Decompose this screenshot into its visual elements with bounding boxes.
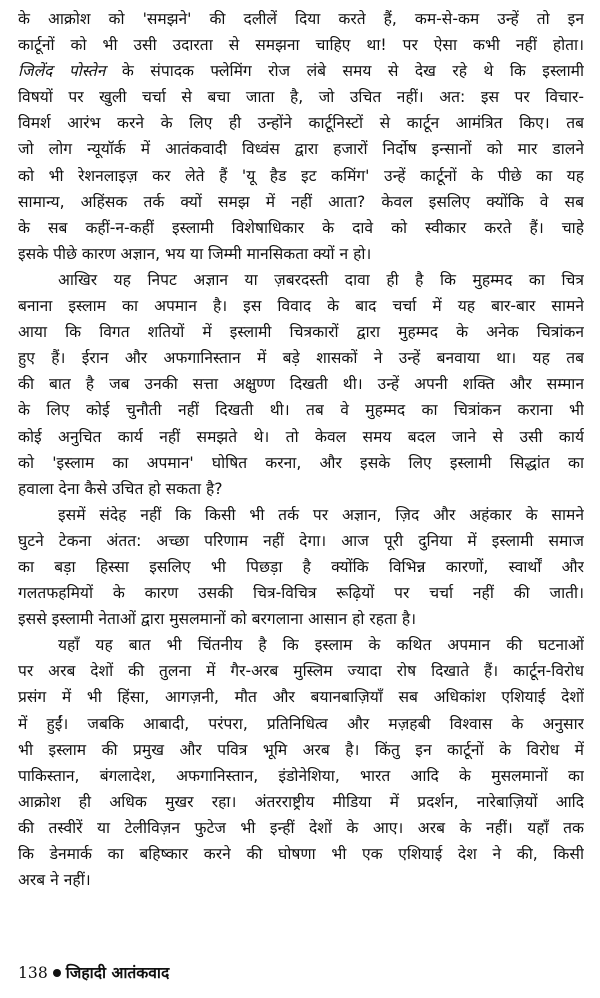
- newspaper-name: जिलेंद पोस्तेन: [18, 62, 106, 81]
- text-line: विमर्श आरंभ करने के लिए ही उन्होंने कार्टूनिस्टों से कार्टून आमंत्रित किए। तब: [18, 114, 584, 133]
- page-footer: [18, 962, 169, 984]
- text-line: हुए हैं। ईरान और अफगानिस्तान में बड़े शासकों ने उन्हें बनवाया था। यह तब: [18, 349, 584, 368]
- text-line: सामान्य, अहिंसक तर्क क्यों समझ में नहीं आता? केवल इसलिए क्योंकि वे सब: [18, 192, 584, 211]
- text-line: घुटने टेकना अंतत: अच्छा परिणाम नहीं देगा। आज पूरी दुनिया में इस्लामी समाज: [18, 531, 584, 550]
- text-line: आक्रोश ही अधिक मुखर रहा। अंतरराष्ट्रीय मीडिया में प्रदर्शन, नारेबाज़ियों आदि: [18, 792, 584, 811]
- text-line-with-italic-title: [18, 58, 584, 84]
- text-line: में हुईं। जबकि आबादी, परंपरा, प्रतिनिधित्व और मज़हबी विश्वास के अनुसार: [18, 714, 584, 733]
- text-line: पर अरब देशों की तुलना में गैर-अरब मुस्लिम ज्यादा रोष दिखाते हैं। कार्टून-विरोध: [18, 662, 584, 681]
- paragraph-4: [18, 632, 584, 893]
- text-line: कार्टूनों को भी उसी उदारता से समझना चाहिए था! पर ऐसा कभी नहीं होता।: [18, 36, 584, 55]
- text-line: की तस्वीरें या टेलीविज़न फुटेज भी इन्हीं देशों के आए। अरब के नहीं। यहाँ तक: [18, 818, 584, 837]
- text-line: विषयों पर खुली चर्चा से बचा जाता है, जो उचित नहीं। अत: इस पर विचार-: [18, 88, 584, 107]
- text-line: जो लोग न्यूयॉर्क में आतंकवादी विध्वंस द्वारा हजारों निर्दोष इन्सानों को मार डालने: [18, 140, 584, 159]
- paragraph-3: [18, 502, 584, 632]
- text-line: अरब ने नहीं।: [18, 871, 91, 890]
- text-line: की बात है जब उनकी सत्ता अक्षुण्ण दिखती थी। उन्हें अपनी शक्ति और सम्मान: [18, 375, 584, 394]
- text-line: इसके पीछे कारण अज्ञान, भय या जिम्मी मानसिकता क्यों न हो।: [18, 244, 372, 263]
- text-line: बनाना इस्लाम का अपमान है। इस विवाद के बाद चर्चा में यह बार-बार सामने: [18, 297, 584, 316]
- bullet-dot-icon: [53, 969, 61, 977]
- book-title: जिहादी आतंकवाद: [65, 964, 170, 982]
- text-line-remainder: के संपादक फ्लेमिंग रोज लंबे समय से देख रहे थे कि इस्लामी: [105, 62, 584, 81]
- text-line: के लिए कोई चुनौती नहीं दिखती थी। तब वे मुहम्मद का चित्रांकन कराना भी: [18, 401, 584, 420]
- text-line: के आक्रोश को 'समझने' की दलीलें दिया करते हैं, कम-से-कम उन्हें तो इन: [18, 10, 584, 28]
- text-line: प्रसंग में भी हिंसा, आगज़नी, मौत और बयानबाज़ियाँ सब अधिकांश एशियाई देशों: [18, 688, 584, 707]
- text-line: कोई अनुचित कार्य नहीं समझते थे। तो केवल समय बदल जाने से उसी कार्य: [18, 427, 584, 446]
- page-body: [18, 6, 584, 893]
- text-line: कि डेनमार्क का बहिष्कार करने की घोषणा भी एक एशियाई देश ने की, किसी: [18, 845, 584, 863]
- text-line: आया कि विगत शतियों में इस्लामी चित्रकारों द्वारा मुहम्मद के अनेक चित्रांकन: [18, 323, 584, 342]
- text-line: पाकिस्तान, बंगलादेश, अफगानिस्तान, इंडोनेशिया, भारत आदि के मुसलमानों का: [18, 766, 584, 785]
- text-line: को भी रेशनलाइज़ कर लेते हैं 'यू हैड इट कमिंग' उन्हें कार्टूनों के पीछे का यह: [18, 166, 584, 185]
- text-line: का बड़ा हिस्सा इसलिए भी पिछड़ा है क्योंकि विभिन्न कारणों, स्वार्थों और: [18, 557, 584, 576]
- text-line: हवाला देना कैसे उचित हो सकता है?: [18, 479, 223, 498]
- page-number: 138: [18, 964, 48, 982]
- text-line: इससे इस्लामी नेताओं द्वारा मुसलमानों को बरगलाना आसान हो रहता है।: [18, 610, 417, 629]
- text-line: इसमें संदेह नहीं कि किसी भी तर्क पर अज्ञान, ज़िद और अहंकार के सामने: [58, 505, 584, 524]
- text-line: आखिर यह निपट अज्ञान या ज़बरदस्ती दावा ही है कि मुहम्मद का चित्र: [58, 270, 584, 289]
- paragraph-2: [18, 267, 584, 502]
- text-line: गलतफहमियों के कारण उसकी चित्र-विचित्र रूढ़ियों पर चर्चा नहीं की जाती।: [18, 584, 584, 603]
- paragraph-1: [18, 6, 584, 267]
- text-line: के सब कहीं-न-कहीं इस्लामी विशेषाधिकार के दावे को स्वीकार करते हैं। चाहे: [18, 218, 584, 237]
- text-line: भी इस्लाम की प्रमुख और पवित्र भूमि अरब है। किंतु इन कार्टूनों के विरोध में: [18, 740, 584, 759]
- text-line: को 'इस्लाम का अपमान' घोषित करना, और इसके लिए इस्लामी सिद्धांत का: [18, 453, 584, 472]
- text-line: यहाँ यह बात भी चिंतनीय है कि इस्लाम के कथित अपमान की घटनाओं: [58, 636, 584, 655]
